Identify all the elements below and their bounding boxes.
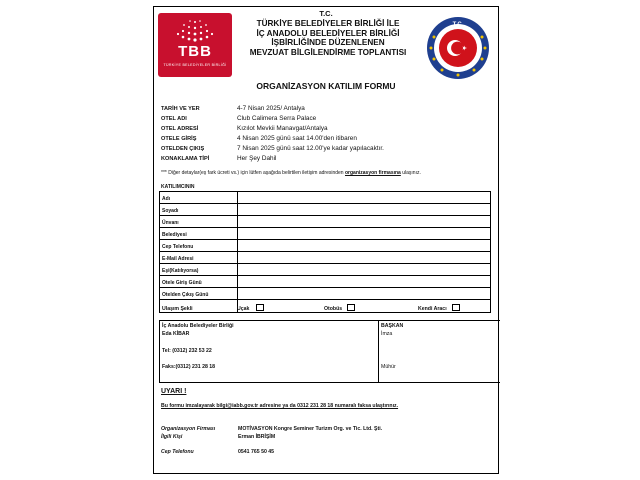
field-label-spouse: Eşi(Katılıyorsa): [162, 268, 199, 274]
info-label-board: KONAKLAMA TİPİ: [161, 156, 210, 162]
field-label-mobile: Cep Telefonu: [162, 244, 194, 250]
signature-seal-label: Mühür: [381, 364, 396, 370]
table-row-line: [160, 299, 490, 300]
field-label-title: Ünvanı: [162, 220, 179, 226]
form-title: ORGANİZASYON KATILIM FORMU: [256, 81, 396, 91]
warning-title: UYARI !: [161, 388, 187, 395]
info-value-date: 4-7 Nisan 2025/ Antalya: [237, 105, 305, 112]
table-row-line: [160, 263, 490, 264]
seal-top-text: T.C.: [452, 22, 464, 28]
organization-firm-link[interactable]: organizasyon firmasına: [344, 170, 401, 176]
header-tc: T.C.: [319, 9, 333, 18]
transport-car-checkbox[interactable]: [452, 304, 460, 311]
org-firm-label: Organizasyon Firması: [161, 426, 216, 432]
header-title: [238, 19, 418, 57]
table-row-line: [160, 275, 490, 276]
details-note: [161, 170, 496, 176]
field-label-name: Adı: [162, 196, 171, 202]
info-label-checkin: OTELE GİRİŞ: [161, 136, 197, 142]
table-row-line: [160, 251, 490, 252]
table-row-line: [160, 227, 490, 228]
signature-org-name: İç Anadolu Belediyeler Birliği: [162, 323, 234, 329]
transport-label: Ulaşım Şekli: [162, 306, 193, 312]
table-row-line: [160, 215, 490, 216]
table-row-line: [160, 287, 490, 288]
org-phone-value: 0541 765 50 45: [238, 449, 275, 455]
info-value-checkin: 4 Nisan 2025 günü saat 14.00'den itibaren: [237, 135, 357, 142]
field-label-municipality: Belediyesi: [162, 232, 187, 238]
participant-table-divider: [237, 192, 238, 312]
transport-plane-checkbox[interactable]: [256, 304, 264, 311]
transport-bus-checkbox[interactable]: [347, 304, 355, 311]
table-row-line: [160, 239, 490, 240]
info-value-hotel: Club Calimera Serra Palace: [237, 115, 317, 122]
info-value-address: Kızılot Mevkii Manavgat/Antalya: [237, 125, 328, 132]
transport-option-bus-label: Otobüs: [324, 306, 343, 312]
participant-table: [159, 191, 491, 313]
signature-person-name: Eda KİBAR: [162, 331, 190, 337]
signature-box-divider: [378, 321, 379, 382]
info-label-hotel: OTEL ADI: [161, 116, 187, 122]
table-row-line: [160, 203, 490, 204]
tbb-logo-subtext: TÜRKİYE BELEDİYELER BİRLİĞİ: [163, 63, 227, 67]
signature-sign-label: İmza: [381, 331, 393, 337]
transport-option-plane-label: Uçak: [237, 306, 250, 312]
signature-fax: Faks:(0312) 231 28 18: [162, 364, 216, 370]
header-title-line: MEVZUAT BİLGİLENDİRME TOPLANTISI: [249, 47, 407, 57]
header-title-line: İŞBİRLİĞİNDE DÜZENLENEN: [271, 38, 385, 47]
tbb-logo: [158, 13, 232, 77]
iabb-seal-icon: [422, 15, 494, 81]
field-label-email: E-Mail Adresi: [162, 256, 194, 262]
tbb-logo-mark: TBB: [178, 43, 212, 60]
details-note-end: ulaşınız.: [402, 170, 421, 176]
participant-section-label: KATILIMCININ: [161, 184, 195, 190]
info-label-date: TARİH VE YER: [161, 106, 200, 112]
tbb-logo-dots-icon: [172, 18, 218, 42]
org-contact-name: Erman İBRİŞİM: [238, 434, 276, 440]
participation-form-page: [153, 6, 499, 474]
field-label-checkout-day: Otelden Çıkış Günü: [162, 292, 209, 298]
field-label-surname: Soyadı: [162, 208, 179, 214]
org-phone-label: Cep Telefonu: [161, 449, 194, 455]
org-firm-name: MOTİVASYON Kongre Seminer Turizm Org. ve Tic. Ltd. Şti.: [238, 426, 383, 432]
field-label-checkin-day: Otele Giriş Günü: [162, 280, 202, 286]
signature-phone: Tel: (0312) 232 53 22: [162, 348, 212, 354]
details-note-text: *** Diğer detaylar(eş fark ücreti vs.) için lütfen aşağıda belirtilen iletişim adresinden: [161, 170, 344, 176]
info-label-checkout: OTELDEN ÇIKIŞ: [161, 146, 205, 152]
info-label-address: OTEL ADRESİ: [161, 126, 199, 132]
header-title-line: TÜRKİYE BELEDİYELER BİRLİĞİ İLE: [256, 19, 400, 28]
header-title-line: İÇ ANADOLU BELEDİYELER BİRLİĞİ: [256, 28, 400, 38]
info-value-checkout: 7 Nisan 2025 günü saat 12.00'ye kadar yapılacaktır.: [237, 145, 384, 152]
transport-option-car-label: Kendi Aracı: [418, 306, 447, 312]
signature-president-label: BAŞKAN: [381, 323, 404, 329]
warning-text: Bu formu imzalayarak bilgi@iabb.gov.tr adresine ya da 0312 231 28 18 numaralı faksa ulaştırınız.: [161, 403, 399, 409]
org-contact-label: İlgili Kişi: [161, 434, 183, 440]
info-value-board: Her Şey Dahil: [237, 155, 277, 162]
